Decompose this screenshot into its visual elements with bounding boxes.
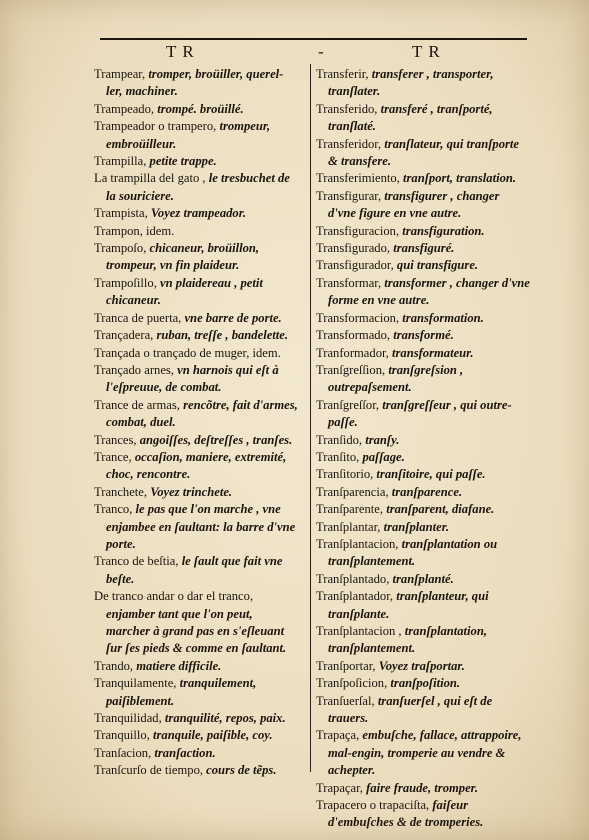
entry-headword: Transferidor,	[316, 136, 382, 151]
dictionary-entry	[94, 710, 298, 727]
entry-headword: Transfigurador,	[316, 258, 394, 273]
entry-translation: transferé , tranſporté, tranſlaté.	[328, 101, 493, 134]
entry-translation: ruban, treſſe , bandelette.	[156, 328, 289, 343]
entry-translation: tranſgreſsion , outrepaſsement.	[328, 362, 464, 395]
dictionary-entry	[94, 675, 298, 710]
entry-headword: Trampilla,	[94, 154, 147, 169]
entry-translation: trompeur, embroüilleur.	[106, 119, 271, 151]
entry-headword: Transferimiento,	[316, 171, 400, 186]
entry-translation: Voyez trampeador.	[150, 206, 247, 221]
dictionary-entry	[94, 327, 298, 344]
dictionary-entry	[316, 449, 530, 466]
entry-headword: Tranſito,	[316, 449, 360, 464]
header-separator: -	[318, 42, 325, 61]
entry-headword: Tranſuerſal,	[316, 693, 375, 708]
dictionary-entry	[316, 223, 530, 240]
entry-headword: Tranſacion,	[94, 745, 152, 760]
dictionary-entry	[316, 727, 530, 779]
entry-headword: Tranſplantado,	[316, 571, 390, 586]
dictionary-entry	[316, 240, 530, 257]
entry-headword: Tranſpoſicion,	[316, 676, 388, 691]
entry-translation: transformation.	[402, 310, 484, 325]
entry-headword: Tranſportar,	[316, 658, 376, 673]
entry-translation: tranſy.	[365, 432, 400, 447]
dictionary-entry	[316, 136, 530, 171]
dictionary-entry	[94, 66, 298, 101]
entry-headword: Trampoſo,	[94, 241, 147, 256]
entry-translation: matiere difficile.	[136, 658, 222, 673]
entry-translation: tranſgreſſeur , qui outre-paſſe.	[328, 397, 512, 430]
entry-translation: tranſplanté.	[392, 571, 454, 586]
dictionary-entry	[94, 727, 298, 744]
entry-translation: embuſche, fallace, attrappoire, mal-engin, tromperie au vendre & achepter.	[328, 728, 522, 778]
entry-translation: vne barre de porte.	[184, 310, 282, 325]
dictionary-entry	[316, 501, 530, 518]
entry-translation: tranſaction.	[154, 745, 216, 760]
entry-translation: vn harnois qui eſt à l'eſpreuue, de combat.	[106, 362, 279, 395]
entry-headword: Trampoſillo,	[94, 275, 157, 290]
entry-headword: Trampon, idem.	[94, 223, 175, 238]
entry-translation: tranſparent, diafane.	[386, 502, 495, 517]
entry-translation: transfigurer , changer d'vne figure en vne autre.	[328, 188, 500, 221]
entry-headword: Tranſplantar,	[316, 519, 381, 534]
entry-translation: transformateur.	[392, 345, 474, 360]
dictionary-entry	[316, 536, 530, 571]
entry-headword: Trampista,	[94, 206, 148, 221]
entry-headword: Trapaça,	[316, 728, 360, 743]
entry-translation: tranſpoſition.	[390, 676, 461, 691]
entry-headword: Transfigurar,	[316, 188, 382, 203]
running-header	[100, 42, 527, 64]
entry-translation: qui transfigure.	[396, 258, 479, 273]
entry-headword: Tranſplantacion,	[316, 536, 399, 551]
entry-translation: trompé. broüillé.	[157, 101, 244, 116]
entry-translation: angoiſſes, deſtreſſes , tranſes.	[139, 432, 293, 447]
entry-translation: tranſlateur, qui tranſporte & transfere.	[328, 136, 520, 169]
dictionary-entry	[316, 519, 530, 536]
entry-translation: le pas que l'on marche , vne enjambee en ſaultant: la barre d'vne porte.	[106, 502, 296, 551]
entry-translation: occaſion, maniere, extremité, choc, rencontre.	[106, 449, 287, 482]
dictionary-entry	[94, 118, 298, 153]
entry-headword: Trampear,	[94, 67, 146, 81]
dictionary-entry	[94, 658, 298, 675]
dictionary-entry	[94, 275, 298, 310]
dictionary-entry	[94, 240, 298, 275]
dictionary-entry	[94, 588, 298, 658]
entry-headword: La trampilla del gato ,	[94, 171, 206, 186]
dictionary-entry	[316, 257, 530, 274]
entry-headword: Trance,	[94, 449, 132, 464]
entry-translation: transferer , transporter, tranſlater.	[328, 67, 494, 99]
header-left: T R	[166, 42, 195, 61]
dictionary-entry	[94, 397, 298, 432]
column-divider	[310, 64, 311, 772]
left-column	[94, 66, 298, 780]
entry-headword: Trançadera,	[94, 328, 154, 343]
dictionary-entry	[316, 345, 530, 362]
entry-headword: Tranquilamente,	[94, 676, 177, 691]
entry-translation: Voyez traſportar.	[378, 658, 465, 673]
dictionary-entry	[316, 66, 530, 101]
entry-headword: Tranca de puerta,	[94, 310, 182, 325]
dictionary-entry	[94, 484, 298, 501]
dictionary-entry	[94, 345, 298, 362]
entry-translation: rencõtre, fait d'armes, combat, duel.	[106, 397, 298, 430]
entry-headword: Trançado arnes,	[94, 362, 174, 377]
entry-headword: Tranquillo,	[94, 728, 150, 743]
entry-headword: Tranſcurſo de tiempo,	[94, 763, 204, 778]
entry-translation: tranſport, translation.	[403, 171, 517, 186]
dictionary-entry	[316, 466, 530, 483]
entry-translation: tranquilement, paiſiblement.	[106, 676, 257, 708]
entry-translation: faire fraude, tromper.	[366, 780, 479, 795]
dictionary-entry	[316, 170, 530, 187]
dictionary-entry	[94, 501, 298, 553]
entry-headword: Tranſido,	[316, 432, 363, 447]
dictionary-entry	[316, 188, 530, 223]
entry-translation: transfiguré.	[393, 241, 455, 256]
entry-headword: Transformacion,	[316, 310, 400, 325]
entry-translation: faiſeur d'embuſches & de tromperies.	[328, 798, 484, 830]
header-rule	[100, 38, 527, 40]
entry-translation: Voyez trinchete.	[150, 484, 233, 499]
entry-headword: Transfiguracion,	[316, 223, 400, 238]
dictionary-entry	[316, 675, 530, 692]
dictionary-entry	[94, 449, 298, 484]
entry-headword: Transformado,	[316, 328, 391, 343]
dictionary-entry	[94, 745, 298, 762]
dictionary-entry	[94, 362, 298, 397]
entry-translation: tromper, broüiller, querel-ler, machiner.	[106, 67, 284, 99]
entry-translation: tranquilité, repos, paix.	[164, 711, 286, 726]
dictionary-entry	[94, 101, 298, 118]
entry-headword: Trançada o trançado de muger, idem.	[94, 345, 281, 360]
dictionary-entry	[316, 571, 530, 588]
entry-translation: le ſault que fait vne beſte.	[106, 554, 283, 586]
dictionary-entry	[94, 170, 298, 205]
entry-headword: Trance de armas,	[94, 397, 180, 412]
dictionary-entry	[94, 205, 298, 222]
entry-headword: De tranco andar o dar el tranco,	[94, 589, 254, 604]
entry-translation: paſſage.	[362, 449, 405, 464]
entry-headword: Transferir,	[316, 67, 369, 81]
entry-headword: Tranſplantacion ,	[316, 624, 402, 638]
entry-headword: Tranquilidad,	[94, 711, 162, 726]
entry-translation: transformer , changer d'vne forme en vne autre.	[328, 275, 530, 308]
entry-translation: tranſplantation, tranſplantement.	[328, 624, 487, 656]
entry-headword: Trances,	[94, 432, 137, 447]
entry-headword: Transferido,	[316, 101, 378, 116]
entry-headword: Tranſgreſſor,	[316, 397, 380, 412]
entry-translation: tranſitoire, qui paſſe.	[376, 467, 486, 482]
dictionary-entry	[316, 275, 530, 310]
entry-translation: tranquile, paiſible, coy.	[153, 728, 273, 743]
entry-translation: chicaneur, broüillon, trompeur, vn fin plaideur.	[106, 241, 260, 273]
entry-headword: Trapaçar,	[316, 780, 363, 795]
dictionary-entry	[94, 553, 298, 588]
entry-headword: Trapacero o trapaciſta,	[316, 798, 430, 813]
dictionary-entry	[316, 588, 530, 623]
entry-translation: cours de tẽps.	[206, 763, 277, 778]
dictionary-entry	[316, 623, 530, 658]
entry-translation: tranſparence.	[391, 484, 463, 499]
dictionary-entry	[316, 693, 530, 728]
dictionary-entry	[316, 397, 530, 432]
entry-headword: Tranco,	[94, 502, 133, 517]
entry-headword: Tranſgreſſion,	[316, 362, 386, 377]
entry-headword: Tranco de beſtia,	[94, 554, 179, 569]
dictionary-entry	[316, 362, 530, 397]
entry-headword: Transfigurado,	[316, 241, 391, 256]
dictionary-entry	[316, 780, 530, 797]
dictionary-entry	[316, 432, 530, 449]
entry-translation: petite trappe.	[149, 154, 217, 169]
dictionary-entry	[316, 484, 530, 501]
entry-translation: tranſuerſel , qui eſt de trauers.	[328, 693, 493, 726]
dictionary-entry	[94, 310, 298, 327]
entry-headword: Tranchete,	[94, 484, 148, 499]
entry-headword: Transformar,	[316, 275, 382, 290]
entry-translation: tranſplanteur, qui tranſplante.	[328, 589, 489, 621]
entry-translation: transformé.	[393, 328, 454, 343]
entry-headword: Tranſparencia,	[316, 484, 389, 499]
entry-translation: le tresbuchet de la souriciere.	[106, 171, 290, 203]
entry-headword: Trampeador o trampero,	[94, 119, 217, 134]
dictionary-entry	[316, 658, 530, 675]
dictionary-entry	[316, 327, 530, 344]
dictionary-entry	[94, 762, 298, 779]
entry-headword: Tranſitorio,	[316, 467, 374, 482]
entry-headword: Tranformador,	[316, 345, 389, 360]
dictionary-entry	[316, 101, 530, 136]
entry-translation: tranſplantation ou tranſplantement.	[328, 536, 498, 569]
dictionary-entry	[316, 310, 530, 327]
entry-translation: tranſplanter.	[383, 519, 450, 534]
entry-translation: vn plaidereau , petit chicaneur.	[106, 275, 263, 308]
entry-translation: enjamber tant que l'on peut, marcher à grand pas en s'eſleuant ſur ſes pieds & comme en ſaultant.	[106, 606, 287, 656]
right-column	[316, 66, 530, 832]
entry-headword: Trampeado,	[94, 101, 155, 116]
entry-translation: transfiguration.	[402, 223, 485, 238]
header-right: T R	[412, 42, 441, 61]
entry-headword: Tranſparente,	[316, 502, 384, 517]
dictionary-entry	[94, 153, 298, 170]
entry-headword: Trando,	[94, 658, 134, 673]
entry-headword: Tranſplantador,	[316, 589, 394, 604]
dictionary-entry	[94, 223, 298, 240]
dictionary-entry	[316, 797, 530, 832]
dictionary-entry	[94, 432, 298, 449]
